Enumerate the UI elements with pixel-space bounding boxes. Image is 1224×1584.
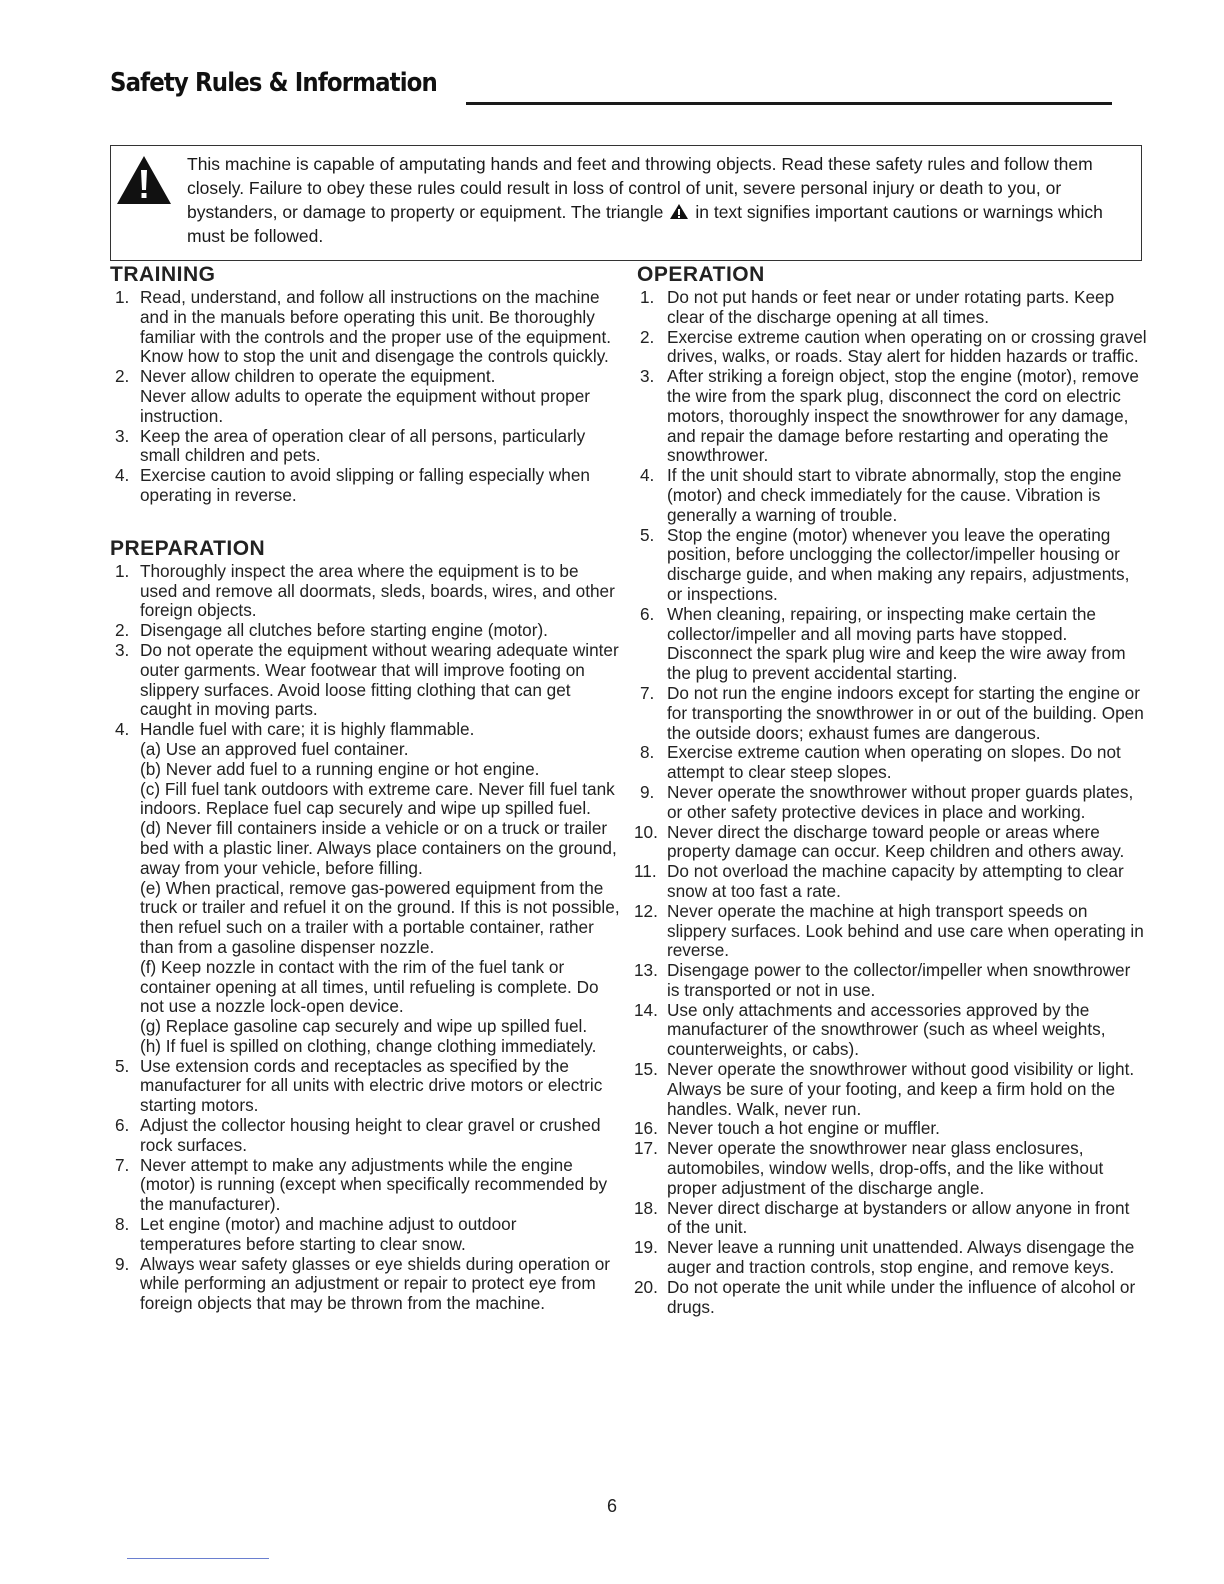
rule-text: Never operate the snowthrower near glass enclosures, automobiles, window wells, drop-offs, and the like without proper adjustment of the discharge angle. [667,1138,1104,1198]
rule-number: 10. [634,821,658,842]
rule-item [634,1138,1147,1198]
rule-text: (h) If fuel is spilled on clothing, change clothing immediately. [140,1035,597,1056]
warning-triangle-icon [115,154,173,206]
rule-number: 2. [640,326,655,347]
rule-text: (b) Never add fuel to a running engine or hot engine. [140,758,540,779]
rule-text: Never allow children to operate the equipment. [140,366,496,387]
rule-text: (f) Keep nozzle in contact with the rim of the fuel tank or container opening at all times, until refueling is complete. Do not use a nozzle lock-open device. [140,956,599,1017]
rule-number: 1. [115,560,130,581]
operation-list [634,287,1147,1317]
rule-number: 15. [634,1059,658,1080]
page-header [110,68,1112,108]
header-rule [466,102,1112,105]
training-list [110,288,620,506]
rule-number: 3. [115,425,130,446]
rule-item [634,1237,1147,1278]
rule-item [637,466,1147,525]
warning-box [110,145,1142,261]
rule-number: 12. [634,900,658,921]
warning-text-after: in text signifies important cautions or warnings which must be followed. [187,202,1103,246]
rule-item [110,466,620,506]
right-column [634,262,1147,1317]
rule-text: Thoroughly inspect the area where the equipment is to be used and remove all doormats, sleds, boards, wires, and other foreign objects. [140,560,615,621]
rule-text: Never allow adults to operate the equipment without proper instruction. [140,385,591,426]
rule-text: (a) Use an approved fuel container. [140,738,409,759]
rule-number: 8. [115,1214,130,1235]
rule-text: Read, understand, and follow all instructions on the machine and in the manuals before operating this unit. Be thoroughly familiar with the controls and the proper use of the equipment. Know how to stop the unit and disengage the controls quickly. [140,287,612,367]
rule-item [637,684,1147,743]
rule-item [634,960,1147,1001]
rule-text: Do not run the engine indoors except for starting the engine or for transporting the snowthrower in or out of the building. Open the outside doors; exhaust fumes are dangerous. [667,682,1144,743]
rule-text: Disengage power to the collector/impeller when snowthrower is transported or not in use. [667,960,1131,1000]
rule-text: Keep the area of operation clear of all persons, particularly small children and pets. [140,425,586,466]
rule-number: 13. [634,960,658,981]
section-gap [110,506,620,536]
rule-number: 19. [634,1237,658,1258]
rule-text: Adjust the collector housing height to clear gravel or crushed rock surfaces. [140,1115,601,1155]
rule-number: 4. [640,465,655,486]
rule-text: Never operate the snowthrower without good visibility or light. Always be sure of your footing, and keep a firm hold on the handles. Walk, never run. [667,1059,1135,1119]
rule-number: 14. [634,999,658,1020]
rule-text: Use extension cords and receptacles as specified by the manufacturer for all units with electric drive motors or electric starting motors. [140,1055,603,1116]
rule-number: 7. [640,682,655,703]
rule-number: 1. [115,287,130,307]
rule-text: Do not put hands or feet near or under rotating parts. Keep clear of the discharge opening at all times. [667,287,1115,327]
preparation-title: PREPARATION [110,536,266,560]
rule-text: Never leave a running unit unattended. Always disengage the auger and traction controls, stop engine, and remove keys. [667,1237,1135,1278]
rule-number: 1. [640,287,655,307]
rule-number: 4. [115,719,130,740]
page-number: 6 [606,1496,617,1516]
rule-number: 7. [115,1154,130,1175]
rule-text: (c) Fill fuel tank outdoors with extreme care. Never fill fuel tank indoors. Replace fuel cap securely and wipe up spilled fuel. [140,778,615,819]
rule-item [110,621,620,641]
rule-number: 6. [115,1115,130,1136]
rule-item [110,367,620,426]
rule-item [634,999,1147,1060]
rule-item [110,1215,620,1255]
rule-number: 4. [115,465,130,486]
rule-text: When cleaning, repairing, or inspecting make certain the collector/impeller and all moving parts have stopped. Disconnect the spark plug wire and keep the wire away from the plug to prevent accidental starting. [667,603,1126,684]
page-title: Safety Rules & Information [110,68,437,98]
rule-item [110,720,620,1057]
rule-item [634,900,1147,961]
rule-text: Exercise extreme caution when operating on or crossing gravel drives, walks, or roads. Stay alert for hidden hazards or traffic. [667,326,1147,367]
rule-number: 3. [115,639,130,660]
rule-item [634,1276,1147,1318]
rule-item [110,1116,620,1156]
preparation-list [110,562,620,1314]
rule-number: 16. [634,1118,658,1139]
rule-text: If the unit should start to vibrate abnormally, stop the engine (motor) and check immediately for the cause. Vibration is generally a warning of trouble. [667,465,1122,525]
rule-number: 5. [115,1055,130,1076]
operation-title: OPERATION [637,263,765,286]
rule-item [637,288,1147,328]
rule-number: 17. [634,1138,658,1159]
rule-text: Do not operate the equipment without wearing adequate winter outer garments. Wear footwear that will improve footing on slippery surfaces. Avoid loose fitting clothing that can get caught in moving parts. [140,639,619,720]
rule-text: (e) When practical, remove gas-powered equipment from the truck or trailer and refuel it on the ground. If this is not possible, then refuel such on a trailer with a portable container, rather than from a gasoline dispenser nozzle. [140,877,620,957]
warning-text [187,152,1132,248]
rule-item [634,861,1147,902]
rule-number: 5. [640,524,655,545]
rule-text: Never operate the machine at high transport speeds on slippery surfaces. Look behind and use care when operating in reverse. [667,900,1144,961]
rule-text: Use only attachments and accessories approved by the manufacturer of the snowthrower (such as wheel weights, counterweights, or cabs). [667,999,1106,1060]
rule-item [637,367,1147,466]
rule-item [110,1057,620,1116]
warning-text-before: This machine is capable of amputating hands and feet and throwing objects. Read these safety rules and follow them closely. Failure to obey these rules could result in loss of control of unit, severe personal injury or death to you, or bystanders, or damage to property or equipment. The triangle [187,154,1093,222]
rule-item [637,783,1147,823]
rule-item [637,526,1147,605]
rule-number: 6. [640,603,655,624]
rule-text: Do not overload the machine capacity by attempting to clear snow at too fast a rate. [667,861,1124,901]
rule-text: Exercise caution to avoid slipping or falling especially when operating in reverse. [140,465,590,505]
left-column [110,262,620,1314]
rule-text: (d) Never fill containers inside a vehicle or on a truck or trailer bed with a plastic liner. Always place containers on the ground, away from your vehicle, before filling. [140,818,617,878]
inline-warning-triangle-icon [669,203,689,220]
rule-text: Do not operate the unit while under the influence of alcohol or drugs. [667,1276,1136,1317]
rule-text: Never direct the discharge toward people or areas where property damage can occur. Keep children and others away. [667,821,1125,862]
rule-number: 2. [115,620,130,641]
rule-item [110,641,620,720]
rule-number: 8. [640,742,655,763]
rule-item [110,288,620,367]
rule-item [637,605,1147,684]
rule-text: Handle fuel with care; it is highly flammable. [140,719,475,740]
rule-text: Never touch a hot engine or muffler. [667,1118,940,1139]
rule-text: Exercise extreme caution when operating on slopes. Do not attempt to clear steep slopes. [667,742,1121,783]
rule-text: Disengage all clutches before starting engine (motor). [140,620,548,641]
rule-item [110,427,620,467]
rule-text: Let engine (motor) and machine adjust to outdoor temperatures before starting to clear snow. [140,1214,517,1254]
rule-item [110,1156,620,1215]
rule-number: 9. [115,1253,130,1274]
rule-text: Never direct discharge at bystanders or allow anyone in front of the unit. [667,1197,1130,1238]
rule-text: Always wear safety glasses or eye shields during operation or while performing an adjustment or repair to protect eye from foreign objects that may be thrown from the machine. [140,1253,611,1314]
rule-item [637,743,1147,783]
rule-item [634,1059,1147,1119]
rule-text: (g) Replace gasoline cap securely and wipe up spilled fuel. [140,1016,588,1037]
rule-item [634,821,1147,863]
rule-item [110,562,620,621]
rule-item [637,328,1147,368]
rule-number: 11. [634,861,657,882]
rule-number: 9. [640,781,655,802]
rule-text: Never attempt to make any adjustments while the engine (motor) is running (except when specifically recommended by the manufacturer). [140,1154,608,1215]
rule-number: 18. [634,1197,658,1218]
rule-text: Never operate the snowthrower without proper guards plates, or other safety protective devices in place and working. [667,781,1134,822]
rule-text: After striking a foreign object, stop the engine (motor), remove the wire from the spark plug, disconnect the cord on electric motors, thoroughly inspect the snowthrower for any damage, and repair the damage before restarting and operating the snowthrower. [667,366,1139,466]
rule-number: 2. [115,366,130,387]
rule-number: 20. [634,1276,658,1297]
rule-item [110,1255,620,1314]
rule-item [634,1118,1147,1139]
rule-item [634,1197,1147,1239]
rule-text: Stop the engine (motor) whenever you leave the operating position, before unclogging the collector/impeller housing or discharge guide, and when making any repairs, adjustments, or inspections. [667,524,1130,604]
footer-rule [127,1558,269,1559]
training-title: TRAINING [110,263,216,286]
rule-number: 3. [640,366,655,387]
